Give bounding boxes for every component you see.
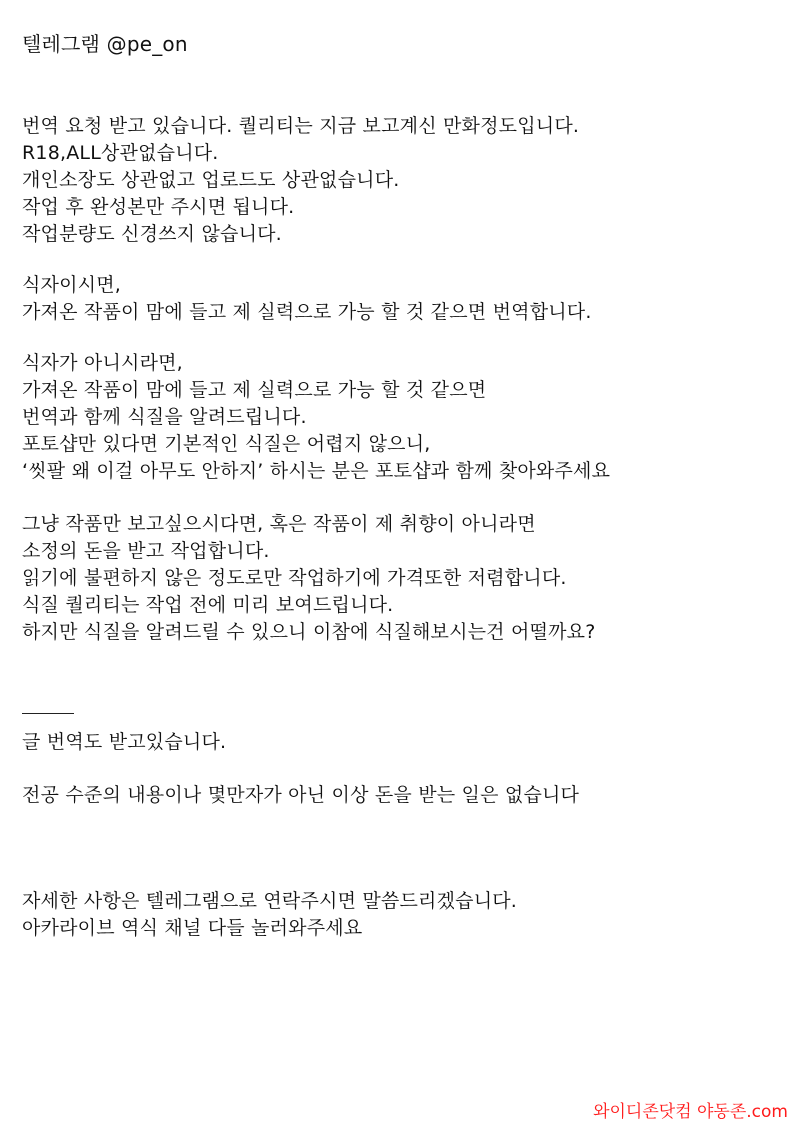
text-translation-line: 전공 수준의 내용이나 몇만자가 아닌 이상 돈을 받는 일은 없습니다 — [22, 784, 580, 806]
non-typesetter-line: 가져온 작품이 맘에 들고 제 실력으로 가능 할 것 같으면 — [22, 379, 487, 401]
non-typesetter-line: 포토샵만 있다면 기본적인 식질은 어렵지 않으니, — [22, 433, 431, 455]
paid-line: 하지만 식질을 알려드릴 수 있으니 이참에 식질해보시는건 어떨까요? — [22, 621, 596, 643]
text-translation-line: 글 번역도 받고있습니다. — [22, 731, 227, 753]
intro-line: 작업분량도 신경쓰지 않습니다. — [22, 223, 282, 245]
paid-line: 소정의 돈을 받고 작업합니다. — [22, 540, 270, 562]
closing-line: 아카라이브 역식 채널 다들 놀러와주세요 — [22, 917, 363, 939]
typesetter-line: 식자이시면, — [22, 274, 122, 296]
non-typesetter-line: 식자가 아니시라면, — [22, 352, 183, 374]
non-typesetter-line: 번역과 함께 식질을 알려드립니다. — [22, 406, 307, 428]
intro-line: 작업 후 완성본만 주시면 됩니다. — [22, 196, 295, 218]
closing-line: 자세한 사항은 텔레그램으로 연락주시면 말씀드리겠습니다. — [22, 890, 518, 912]
intro-line: 번역 요청 받고 있습니다. 퀄리티는 지금 보고계신 만화정도입니다. — [22, 115, 580, 137]
section-divider — [22, 713, 74, 714]
paid-line: 식질 퀄리티는 작업 전에 미리 보여드립니다. — [22, 594, 394, 616]
intro-line: R18,ALL상관없습니다. — [22, 142, 219, 164]
site-watermark: 와이디존닷컴 야동존.com — [593, 1102, 788, 1122]
paid-line: 읽기에 불편하지 않은 정도로만 작업하기에 가격또한 저렴합니다. — [22, 567, 567, 589]
paid-line: 그냥 작품만 보고싶으시다면, 혹은 작품이 제 취향이 아니라면 — [22, 513, 536, 535]
non-typesetter-line: ‘씻팔 왜 이걸 아무도 안하지’ 하시는 분은 포토샵과 함께 찾아와주세요 — [22, 460, 611, 482]
typesetter-line: 가져온 작품이 맘에 들고 제 실력으로 가능 할 것 같으면 번역합니다. — [22, 301, 592, 323]
intro-line: 개인소장도 상관없고 업로드도 상관없습니다. — [22, 169, 400, 191]
telegram-contact: 텔레그램 @pe_on — [22, 32, 188, 56]
